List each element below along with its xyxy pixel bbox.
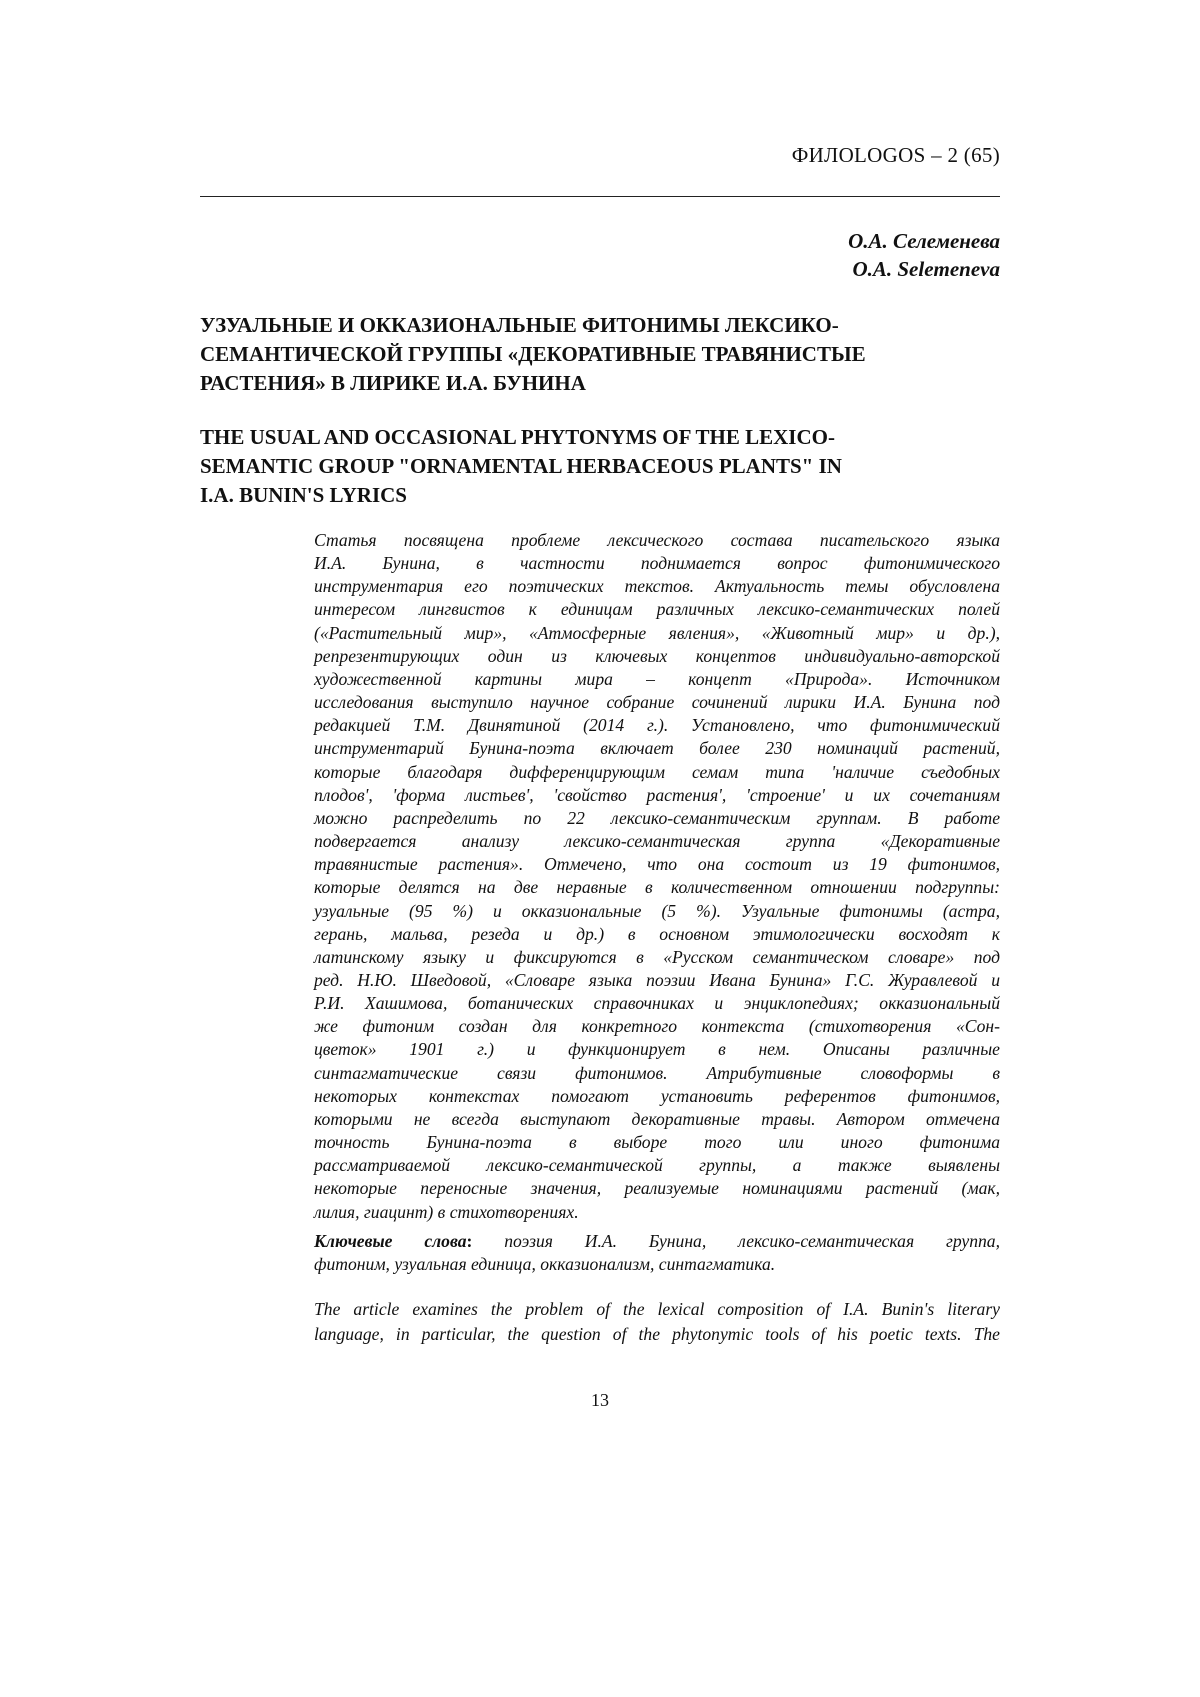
title-en-line: THE USUAL AND OCCASIONAL PHYTONYMS OF THE LEXICO- (200, 425, 835, 449)
abstract-ru-line: («Растительный мир», «Атмосферные явления», «Животный мир» и др.), (314, 622, 1000, 643)
abstract-ru-line: точность Бунина-поэта в выборе того или иного фитонима (314, 1132, 1000, 1153)
abstract-ru-line: латинскому языку и фиксируются в «Русском семантическом словаре» под (314, 946, 1000, 967)
keywords-colon: : (466, 1231, 473, 1251)
abstract-ru-line: исследования выступило научное собрание сочинений лирики И.А. Бунина под (314, 692, 1000, 713)
article-title-ru (200, 311, 1000, 398)
page-number: 13 (591, 1390, 609, 1410)
article-title-en (200, 423, 1000, 510)
abstract-ru-line: инструментарий Бунина-поэта включает более 230 номинаций растений, (314, 738, 1000, 759)
abstract-ru-line: инструментария его поэтических текстов. Актуальность темы обусловлена (314, 576, 1000, 597)
keywords-line (314, 1230, 1000, 1253)
abstract-ru-line: которые благодаря дифференцирующим семам типа 'наличие съедобных (314, 761, 1000, 782)
abstract-ru-line: некоторые переносные значения, реализуемые номинациями растений (мак, (314, 1178, 1000, 1199)
abstract-ru-line: синтагматические связи фитонимов. Атрибутивные словоформы в (314, 1062, 1000, 1083)
author-name-ru: О.А. Селеменева (848, 229, 1000, 253)
abstract-ru-line: лилия, гиацинт) в стихотворениях. (314, 1201, 579, 1222)
abstract-ru-line: репрезентирующих один из ключевых концептов индивидуально-авторской (314, 645, 1000, 666)
abstract-ru-line: Статья посвящена проблеме лексического состава писательского языка (314, 530, 1000, 550)
abstract-ru-line: узуальные (95 %) и окказиональные (5 %). Узуальные фитонимы (астра, (314, 900, 1000, 921)
title-ru-line: УЗУАЛЬНЫЕ И ОККАЗИОНАЛЬНЫЕ ФИТОНИМЫ ЛЕКСИКО- (200, 313, 839, 337)
abstract-ru-line: И.А. Бунина, в частности поднимается вопрос фитонимического (314, 553, 1000, 574)
abstract-ru-line: редакцией Т.М. Двинятиной (2014 г.). Установлено, что фитонимический (314, 715, 1000, 736)
abstract-ru-line: подвергается анализу лексико-семантическая группа «Декоративные (314, 831, 1000, 852)
abstract-ru-line: можно распределить по 22 лексико-семантическим группам. В работе (314, 807, 1000, 828)
abstract-ru-line: рассматриваемой лексико-семантической группы, а также выявлены (314, 1155, 1000, 1176)
abstract-ru-line: некоторых контекстах помогают установить референтов фитонимов, (314, 1085, 1000, 1106)
author-name-en: O.A. Selemeneva (852, 257, 1000, 281)
title-ru-line: СЕМАНТИЧЕСКОЙ ГРУППЫ «ДЕКОРАТИВНЫЕ ТРАВЯНИСТЫЕ (200, 342, 866, 366)
running-head: ФИЛОLOGOS – 2 (65) (791, 143, 1000, 167)
title-ru-line: РАСТЕНИЯ» В ЛИРИКЕ И.А. БУНИНА (200, 371, 586, 395)
abstract-ru-line: которые делятся на две неравные в количественном отношении подгруппы: (314, 877, 1000, 898)
abstract-ru-line: травянистые растения». Отмечено, что она состоит из 19 фитонимов, (314, 854, 1000, 875)
abstract-en-line: language, in particular, the question of the phytonymic tools of his poetic texts. The (314, 1323, 1000, 1344)
abstract-ru-line: интересом лингвистов к единицам различных лексико-семантических полей (314, 599, 1000, 620)
abstract-ru-line: Р.И. Хашимова, ботанических справочниках и энциклопедиях; окказиональный (314, 993, 1000, 1014)
keywords-label: Ключевые слова (314, 1231, 467, 1251)
abstract-en (314, 1297, 1000, 1346)
keywords-ru (314, 1230, 1000, 1276)
title-en-line: I.A. BUNIN'S LYRICS (200, 483, 407, 507)
abstract-ru-line: ред. Н.Ю. Шведовой, «Словаре языка поэзии Ивана Бунина» Г.С. Журавлевой и (314, 969, 1000, 990)
abstract-ru-line: цветок» 1901 г.) и функционирует в нем. Описаны различные (314, 1039, 1000, 1060)
abstract-ru-line: герань, мальва, резеда и др.) в основном этимологически восходят к (314, 923, 1000, 944)
author-block (200, 227, 1000, 283)
abstract-ru-line: же фитоним создан для конкретного контекста (стихотворения «Сон- (314, 1016, 1000, 1037)
keywords-text: фитоним, узуальная единица, окказионализм, синтагматика. (314, 1254, 776, 1275)
abstract-ru-line: плодов', 'форма листьев', 'свойство растения', 'строение' и их сочетаниям (314, 784, 1000, 805)
abstract-en-line: The article examines the problem of the lexical composition of I.A. Bunin's literary (314, 1299, 1000, 1319)
keywords-text: поэзия И.А. Бунина, лексико-семантическая группа, (472, 1231, 1000, 1251)
abstract-ru-line: художественной картины мира – концепт «Природа». Источником (314, 668, 1000, 689)
header-rule (200, 196, 1000, 197)
title-en-line: SEMANTIC GROUP "ORNAMENTAL HERBACEOUS PLANTS" IN (200, 454, 842, 478)
abstract-ru-line: которыми не всегда выступают декоративные травы. Автором отмечена (314, 1108, 1000, 1129)
abstract-ru (314, 529, 1000, 1224)
